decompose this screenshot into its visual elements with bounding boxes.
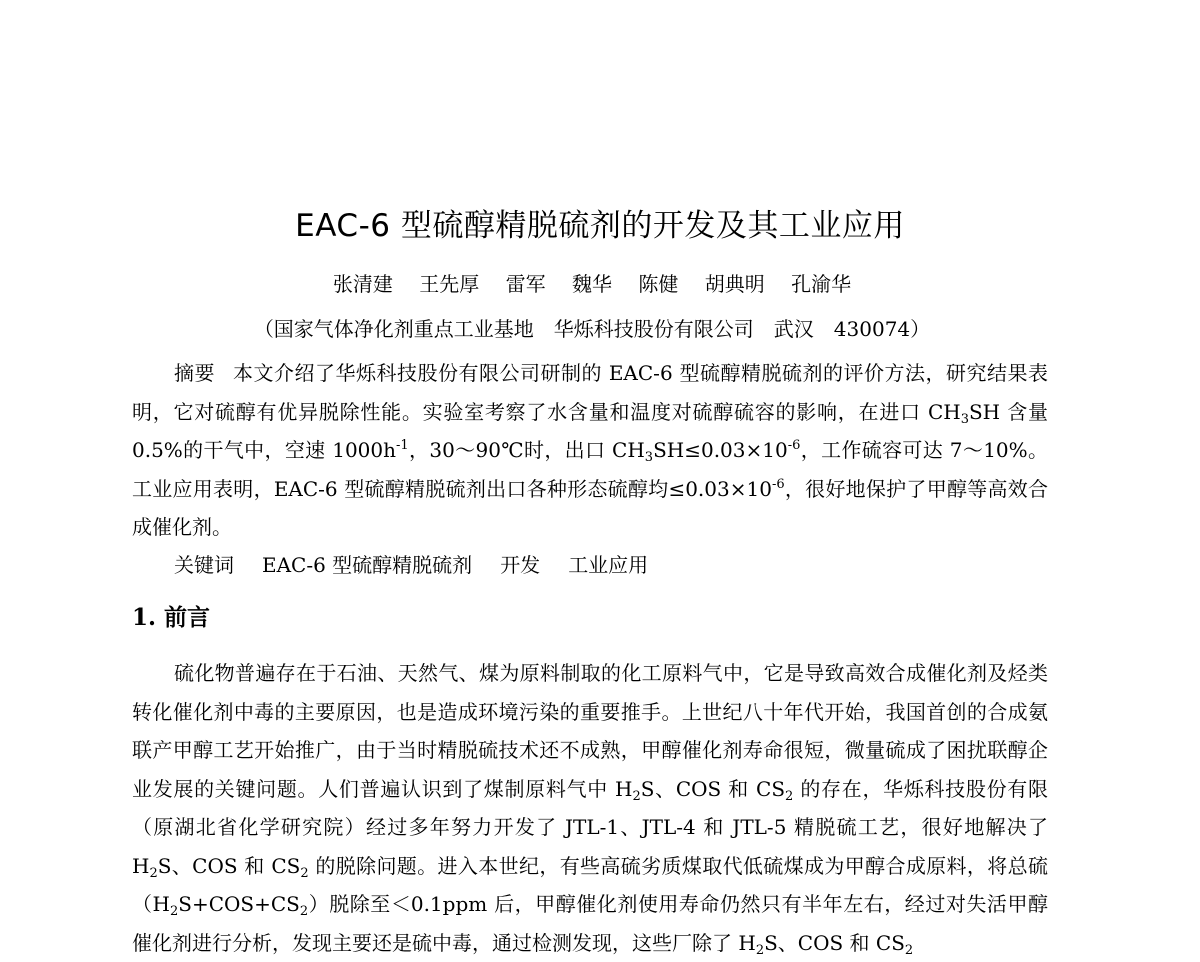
subscript: 2: [904, 942, 914, 958]
subscript: 2: [169, 904, 179, 919]
paper-title: EAC-6 型硫醇精脱硫剂的开发及其工业应用: [295, 208, 905, 244]
body-text: 的存在，华烁科技股份有限（原湖北省化学研究院）经过多年努力开发了 JTL-1、JTL-4 和 JTL-5 精脱硫工艺，很好地解决了 H: [132, 776, 1048, 878]
body-text: S、COS 和 CS: [157, 853, 301, 878]
author-name: 陈健: [638, 272, 679, 296]
keyword: EAC-6 型硫醇精脱硫剂: [262, 553, 473, 577]
author-name: 张清建: [332, 272, 393, 296]
superscript: -1: [396, 438, 409, 453]
section-body: [132, 654, 1048, 962]
subscript: 2: [149, 865, 158, 881]
subscript: 3: [960, 411, 969, 427]
author-name: 雷军: [505, 272, 546, 296]
section-heading: 1. 前言: [132, 604, 211, 631]
body-text: S、COS 和 CS: [640, 776, 786, 801]
superscript: -6: [787, 438, 801, 453]
author-name: 孔渝华: [791, 272, 852, 296]
abstract-text: ，很好地保护了甲醇等高效合成催化剂。: [132, 476, 1048, 539]
author-name: 魏华: [572, 272, 612, 296]
abstract-label: 摘要: [174, 361, 215, 385]
body-text: 硫化物普遍存在于石油、天然气、煤为原料制取的化工原料气中，它是导致高效合成催化剂及烃类转化催化剂中毒的主要原因，也是造成环境污染的重要推手。上世纪八十年代开始，我国首创的合成氨联产甲醇工艺开始推广，由于当时精脱硫技术还不成熟，甲醇催化剂寿命很短，微量硫成了困扰联醇企业发展的关键问题。人们普遍认识到了煤制原料气中 H: [132, 661, 1048, 801]
abstract-text: ，工作硫容可达 7～10%。工业应用表明，EAC-6 型硫醇精脱硫剂出口各种形态硫醇均≤0.03×10: [132, 438, 1048, 501]
subscript: 2: [299, 904, 309, 919]
body-text: S+COS+CS: [178, 892, 300, 916]
abstract-text: ，30～90℃时，出口 CH: [408, 438, 645, 462]
keywords: [174, 549, 676, 578]
subscript: 2: [755, 942, 765, 958]
keyword: 开发: [500, 553, 541, 577]
body-text: ）脱除至＜0.1ppm 后，甲醇催化剂使用寿命仍然只有半年左右，经过对失活甲醇催化剂进行分析，发现主要还是硫中毒，通过检测发现，这些厂除了 H: [132, 892, 1048, 955]
subscript: 3: [644, 450, 654, 465]
abstract: [132, 354, 1048, 547]
abstract-text: SH 含量 0.5%的干气中，空速 1000h: [132, 399, 1049, 462]
superscript: -6: [771, 476, 785, 492]
abstract-text: 本文介绍了华烁科技股份有限公司研制的 EAC-6 型硫醇精脱硫剂的评价方法，研究结果表明，它对硫醇有优异脱除性能。实验室考察了水含量和温度对硫醇硫容的影响，在进口 CH: [132, 361, 1048, 424]
abstract-text: SH≤0.03×10: [653, 438, 788, 462]
author-name: 胡典明: [704, 272, 765, 296]
subscript: 2: [300, 865, 309, 881]
body-text: S、COS 和 CS: [764, 930, 905, 955]
subscript: 2: [785, 788, 794, 804]
keywords-label: 关键词: [174, 553, 234, 577]
body-text: 的脱除问题。进入本世纪，有些高硫劣质煤取代低硫煤成为甲醇合成原料，将总硫（H: [132, 853, 1048, 916]
affiliation: （国家气体净化剂重点工业基地 华烁科技股份有限公司 武汉 430074）: [253, 317, 931, 341]
author-name: 王先厚: [419, 272, 480, 296]
subscript: 2: [632, 788, 641, 804]
author-list: [0, 268, 1184, 297]
keyword: 工业应用: [568, 553, 649, 577]
